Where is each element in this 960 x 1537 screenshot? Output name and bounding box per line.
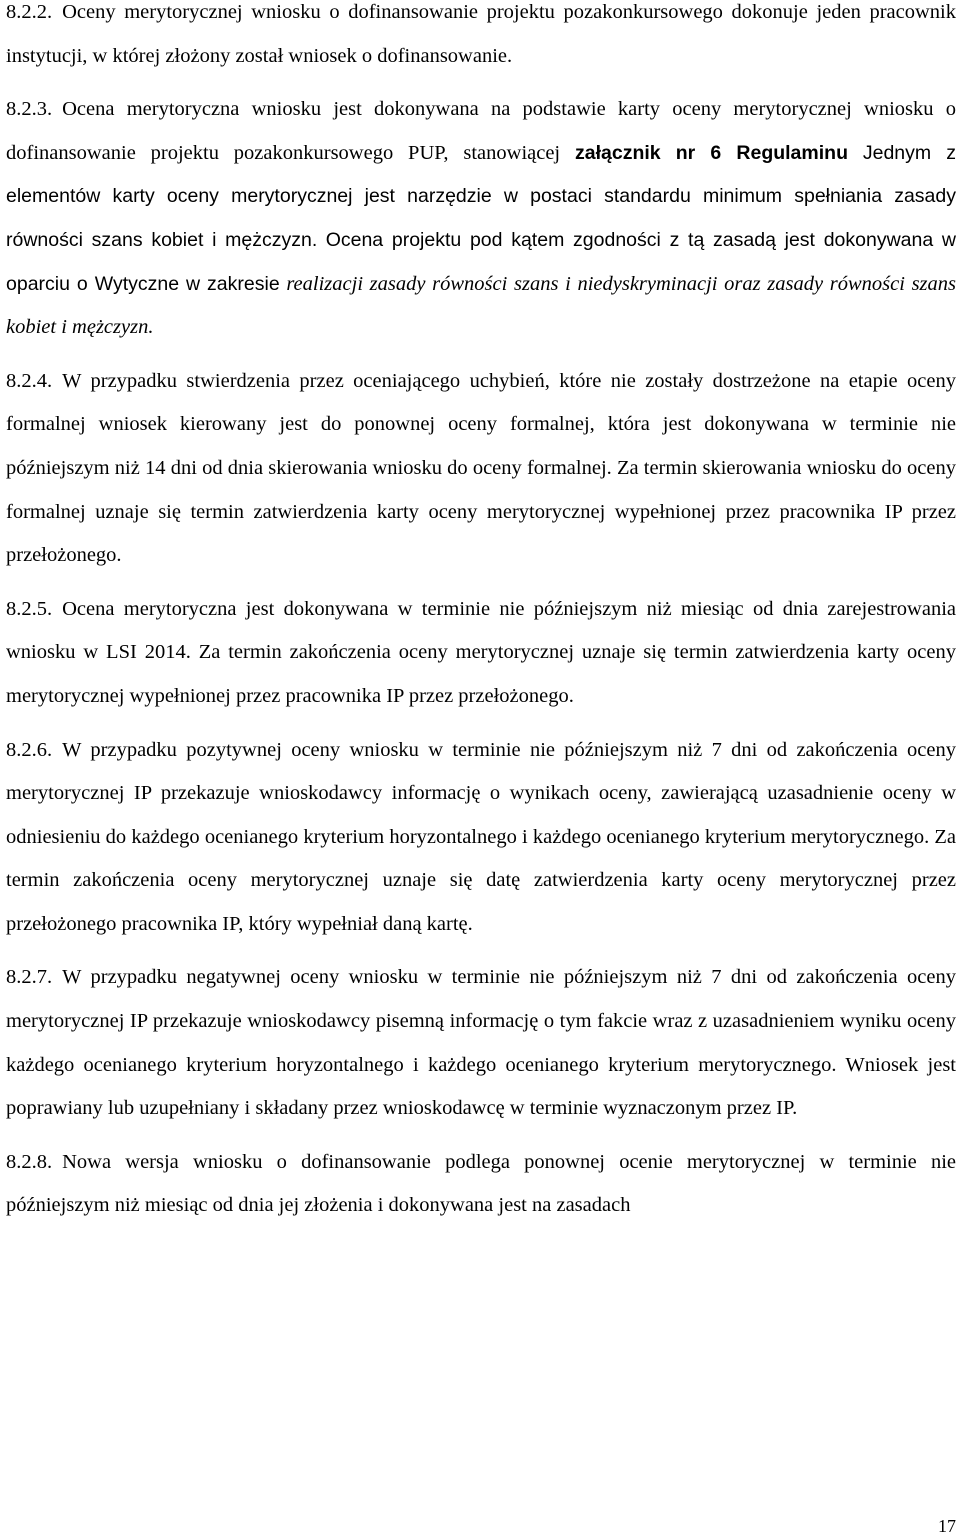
paragraph-number: 8.2.6. <box>6 738 53 761</box>
paragraph-text: Ocena merytoryczna wniosku jest dokonywana na podstawie karty oceny merytorycznej wniosku o dofinansowanie projektu pozakonkursowego PUP, stanowiącej <box>6 98 956 164</box>
paragraph-number: 8.2.7. <box>6 966 53 989</box>
paragraph-text: W przypadku stwierdzenia przez oceniającego uchybień, które nie zostały dostrzeżone na etapie oceny formalnej wniosek kierowany jest do ponownej oceny formalnej, która jest dokonywana w terminie nie późniejszym niż 14 dni od dnia skierowania wniosku do oceny formalnej. Za termin skierowania wniosku do oceny formalnej uznaje się termin zatwierdzenia karty oceny merytorycznej wypełnionej przez pracownika IP przez przełożonego. <box>6 369 956 567</box>
paragraph-text: Ocena merytoryczna jest dokonywana w terminie nie późniejszym niż miesiąc od dnia zarejestrowania wniosku w LSI 2014. Za termin zakończenia oceny merytorycznej uznaje się termin zatwierdzenia karty oceny merytorycznej wypełnionej przez pracownika IP przez przełożonego. <box>6 597 956 707</box>
guidelines-title: realizacji zasady równości szans i niedyskryminacji oraz zasady równości szans kobiet i mężczyzn. <box>6 272 957 339</box>
paragraph-text-sans: Jednym z elementów karty oceny merytorycznej jest narzędzie w postaci standardu minimum spełniania zasady równości szans kobiet i mężczyzn. <box>6 141 957 251</box>
paragraph-number: 8.2.8. <box>6 1150 53 1173</box>
paragraph-8-2-7 <box>6 956 956 1130</box>
paragraph-text: Oceny merytorycznej wniosku o dofinansowanie projektu pozakonkursowego dokonuje jeden pracownik instytucji, w której złożony został wniosek o dofinansowanie. <box>6 1 956 67</box>
paragraph-text-sans: Ocena projektu pod kątem zgodności z tą zasadą jest dokonywana w oparciu o Wytyczne w zakresie <box>6 228 957 295</box>
paragraph-number: 8.2.3. <box>6 98 53 121</box>
paragraph-number: 8.2.5. <box>6 597 53 620</box>
document-page <box>6 0 956 1228</box>
paragraph-text: Nowa wersja wniosku o dofinansowanie podlega ponownej ocenie merytorycznej w terminie nie późniejszym niż miesiąc od dnia jej złożenia i dokonywana jest na zasadach <box>6 1150 956 1217</box>
paragraph-8-2-2 <box>6 0 956 78</box>
annex-reference: załącznik nr 6 Regulaminu <box>575 141 848 164</box>
paragraph-8-2-4 <box>6 360 956 578</box>
paragraph-text: W przypadku pozytywnej oceny wniosku w terminie nie późniejszym niż 7 dni od zakończenia oceny merytorycznej IP przekazuje wnioskodawcy informację o wynikach oceny, zawierającą uzasadnienie oceny w odniesieniu do każdego ocenianego kryterium horyzontalnego i każdego ocenianego kryterium merytorycznego. Za termin zakończenia oceny merytorycznej uznaje się datę zatwierdzenia karty oceny merytorycznej przez przełożonego pracownika IP, który wypełniał daną kartę. <box>6 738 956 935</box>
page-number: 17 <box>938 1516 956 1536</box>
paragraph-8-2-5 <box>6 588 956 719</box>
paragraph-8-2-3 <box>6 88 956 350</box>
paragraph-text: W przypadku negatywnej oceny wniosku w terminie nie późniejszym niż 7 dni od zakończenia oceny merytorycznej IP przekazuje wnioskodawcy pisemną informację o tym fakcie wraz z uzasadnieniem wyniku oceny każdego ocenianego kryterium horyzontalnego i każdego ocenianego kryterium merytorycznego. Wniosek jest poprawiany lub uzupełniany i składany przez wnioskodawcę w terminie wyznaczonym przez IP. <box>6 966 956 1120</box>
paragraph-number: 8.2.4. <box>6 369 53 392</box>
paragraph-8-2-8 <box>6 1141 956 1228</box>
paragraph-number: 8.2.2. <box>6 1 53 23</box>
paragraph-8-2-6 <box>6 729 956 947</box>
